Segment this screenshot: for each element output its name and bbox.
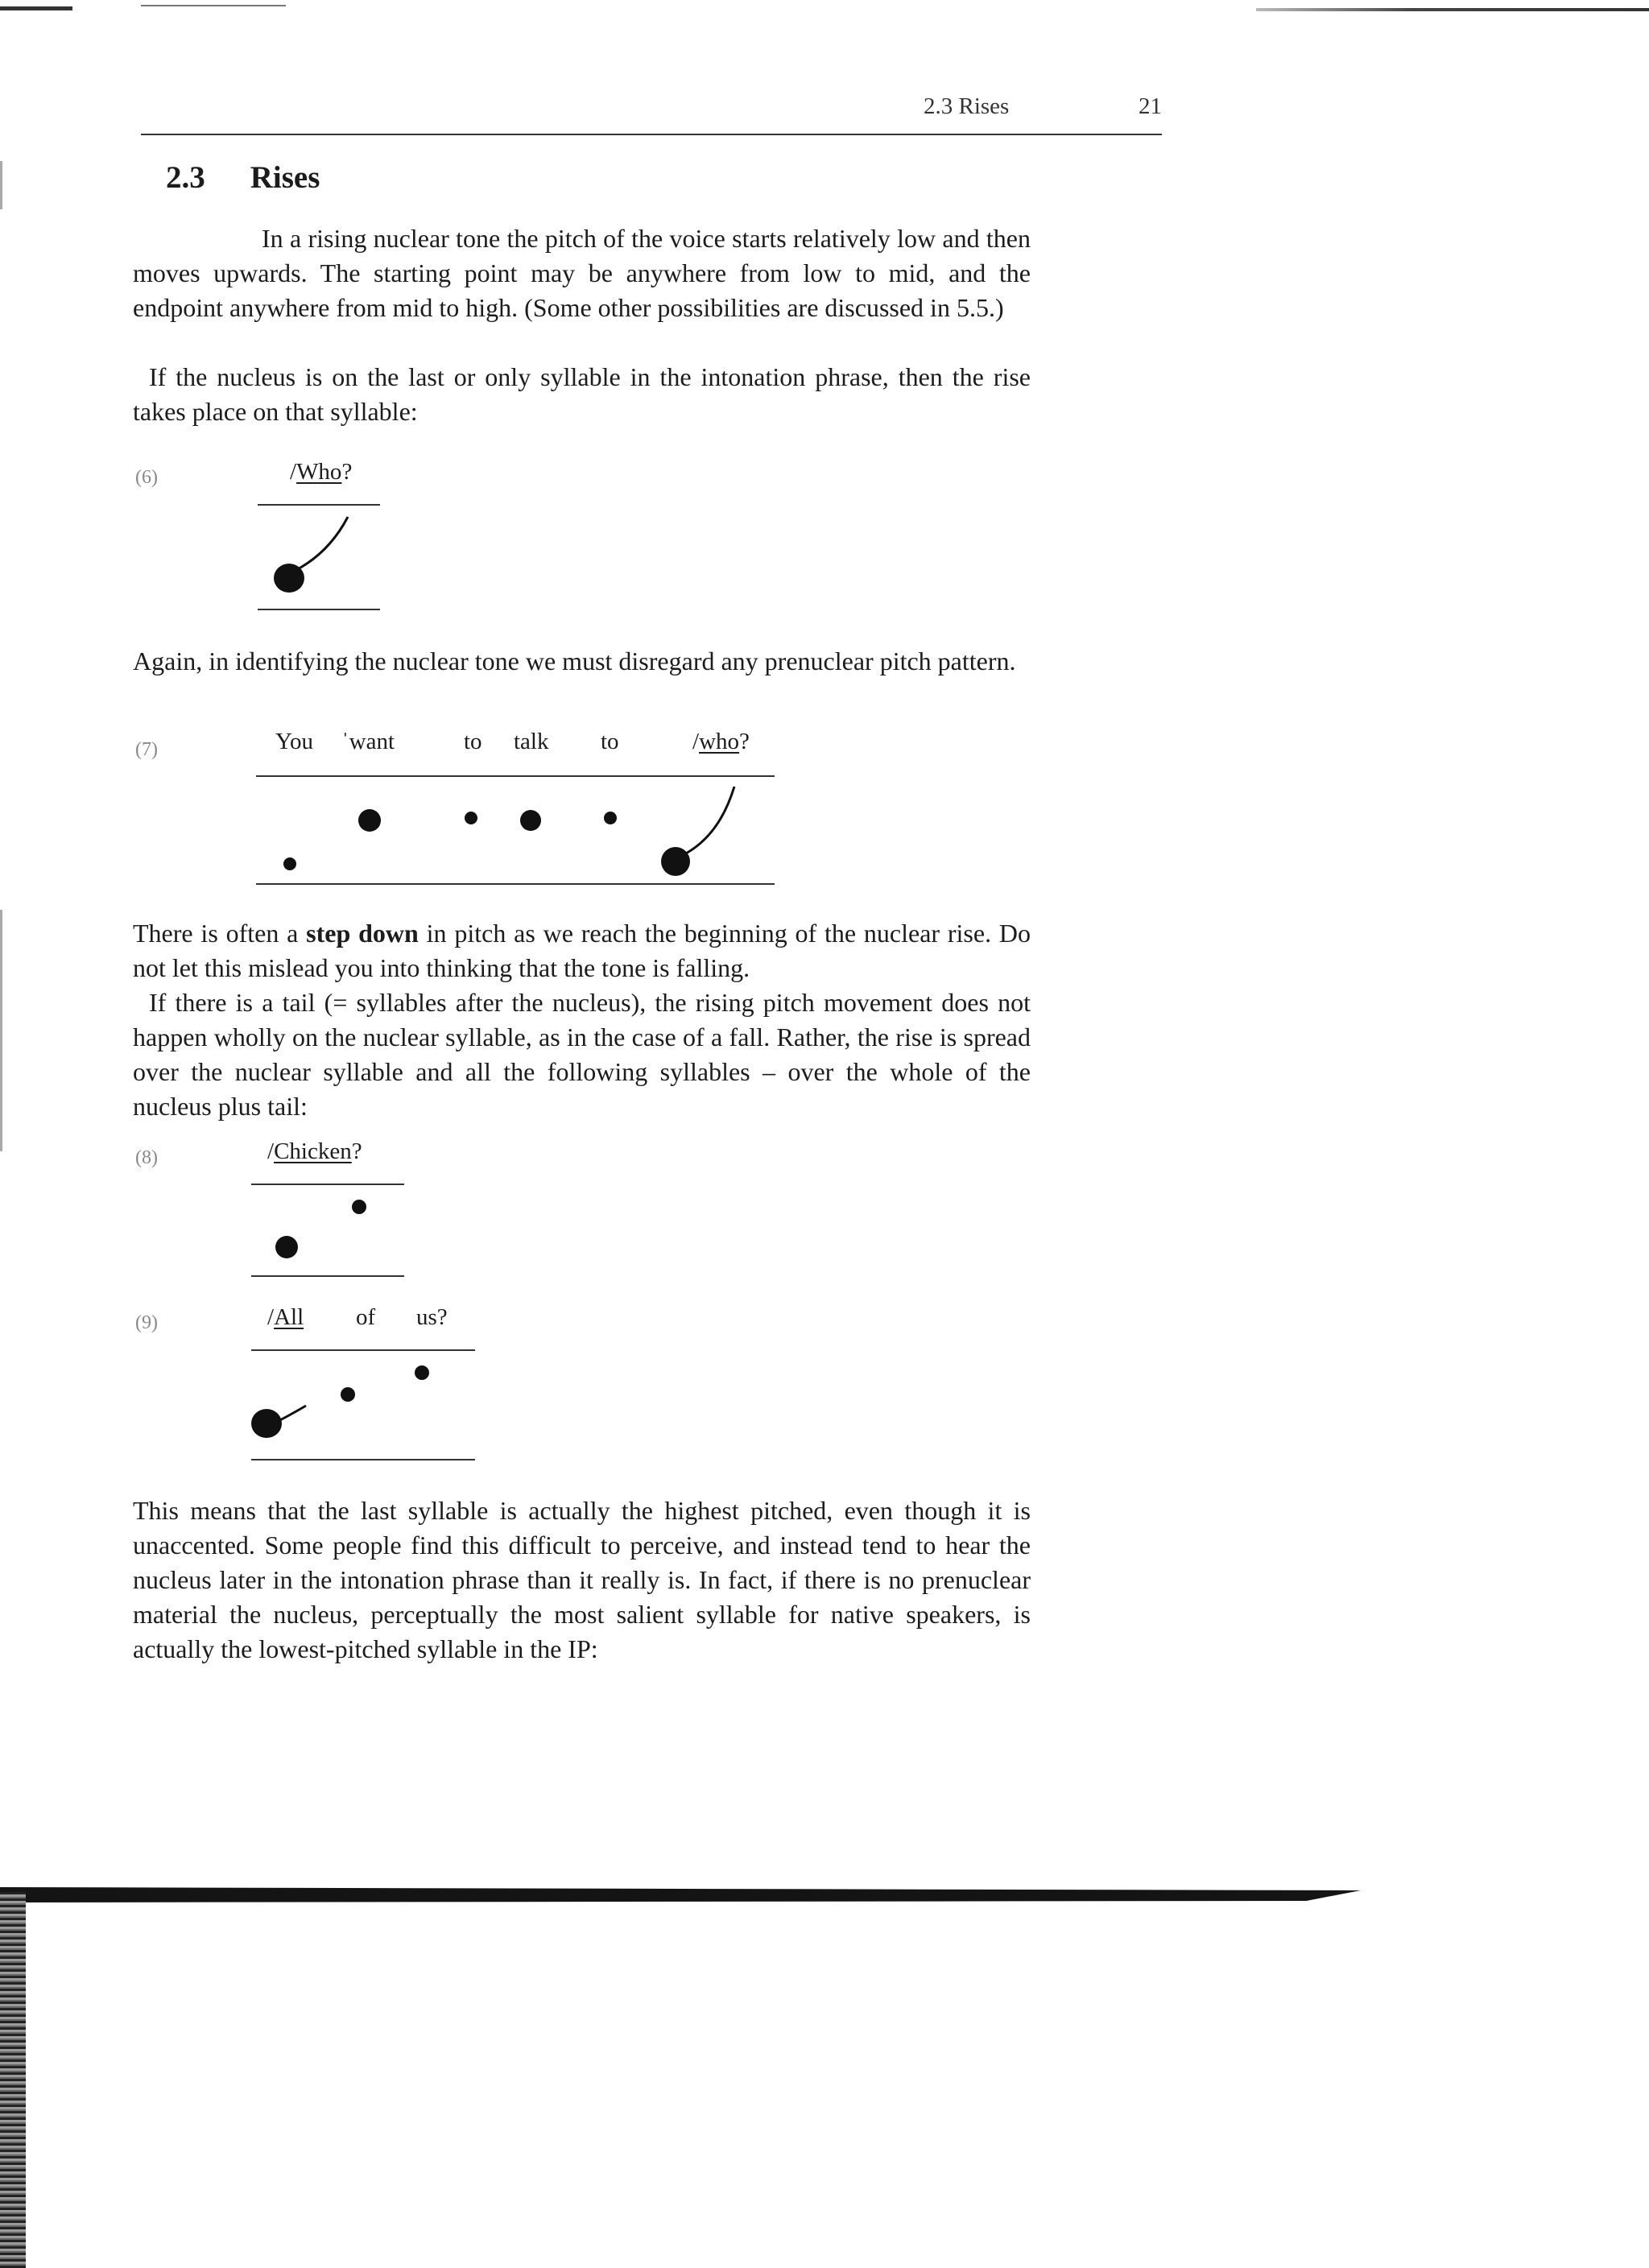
paragraph: Again, in identifying the nuclear tone we must disregard any prenuclear pitch pattern. xyxy=(133,647,1016,675)
intonation-diagram xyxy=(251,1304,481,1465)
running-head-section: 2.3 Rises xyxy=(924,93,1010,119)
intonation-diagram xyxy=(258,459,386,612)
paragraph: If there is a tail (= syllables after the nucleus), the rising pitch movement does not happen wholly on the nuclear syllable, as in the case of a fall. Rather, the rise is spread over the nuclear syllable and all the following syllables – over the whole of the nucleus plus tail: xyxy=(133,988,1031,1121)
running-head xyxy=(141,93,1162,135)
example-number: (9) xyxy=(135,1312,158,1333)
stave-bottom-line xyxy=(251,1275,404,1277)
syllable-word: You xyxy=(275,729,314,754)
syllable-word: us? xyxy=(416,1304,448,1330)
example-number: (7) xyxy=(135,739,158,760)
paragraph: There is often a step down in pitch as we reach the beginning of the nuclear rise. Do not let this mislead you into thinking that the tone is falling. xyxy=(133,919,1031,982)
nucleus-dot xyxy=(275,1236,298,1258)
syllable-word: talk xyxy=(514,729,549,754)
syllable-dot xyxy=(352,1200,366,1214)
rise-curve xyxy=(251,1304,481,1465)
syllable-word: to xyxy=(464,729,482,754)
syllable-word: to xyxy=(601,729,619,754)
intonation-diagram xyxy=(251,1138,412,1280)
scan-artifact xyxy=(0,161,2,209)
example-number: (6) xyxy=(135,467,158,488)
section-heading xyxy=(166,159,320,196)
scan-artifact xyxy=(141,5,286,6)
syllable-word: ˈwant xyxy=(341,729,395,754)
paragraph: This means that the last syllable is actually the highest pitched, even though it is unaccented. Some people find this difficult to perceive, and instead tend to hear the nucleus later in the intonation phrase than it really is. In fact, if there is no prenuclear material the nucleus, perceptually the most salient syllable for native speakers, is actually the lowest-pitched syllable in the IP: xyxy=(133,1496,1031,1663)
syllable-word: of xyxy=(356,1304,376,1330)
scan-artifact xyxy=(0,910,2,1151)
syllable-word: /All xyxy=(267,1304,304,1330)
rise-curve xyxy=(258,459,386,612)
stave-top-line xyxy=(251,1184,404,1185)
paragraph: In a rising nuclear tone the pitch of the voice starts relatively low and then moves upwards. The starting point may be anywhere from low to mid, and the endpoint anywhere from mid to high. (Some other possibilities are discussed in 5.5.) xyxy=(133,224,1031,322)
paragraph: If the nucleus is on the last or only syllable in the intonation phrase, then the rise takes place on that syllable: xyxy=(133,362,1031,426)
syllable-word: /Who? xyxy=(290,459,353,485)
scan-artifact xyxy=(0,6,72,10)
section-title: Rises xyxy=(250,160,320,195)
scan-artifact xyxy=(1256,8,1649,11)
example-number: (8) xyxy=(135,1147,158,1168)
section-number: 2.3 xyxy=(166,160,205,195)
syllable-word: /Chicken? xyxy=(267,1138,362,1164)
scan-artifact xyxy=(0,1892,26,2268)
page-number: 21 xyxy=(1139,93,1162,119)
syllable-word: /who? xyxy=(692,729,750,754)
rise-curve xyxy=(256,729,779,890)
intonation-diagram xyxy=(256,729,779,890)
scan-artifact xyxy=(0,1886,1361,1902)
